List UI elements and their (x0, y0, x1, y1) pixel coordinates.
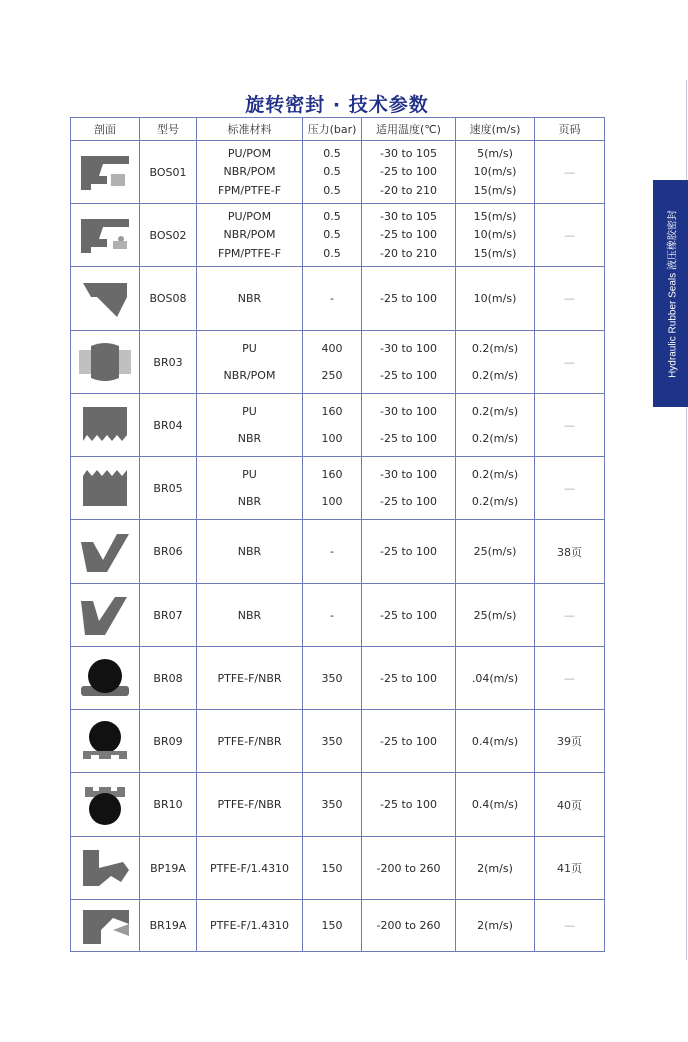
pressure-cell (303, 647, 362, 710)
pressure-value: - (330, 292, 334, 305)
temp-value: -20 to 210 (380, 246, 437, 260)
speed-cell (456, 141, 535, 204)
materials-value: PTFE-F/1.4310 (209, 861, 290, 875)
pressure-cell (303, 710, 362, 773)
model-cell: BR06 (140, 520, 197, 584)
temp-value: -25 to 100 (380, 671, 437, 685)
temp-cell (362, 267, 456, 331)
page-cell: — (535, 647, 605, 710)
materials-cell (197, 584, 303, 647)
pressure-value: 0.5 (323, 210, 341, 224)
temp-value: -25 to 100 (380, 734, 437, 748)
materials-value: PTFE-F/1.4310 (209, 919, 290, 932)
speed-cell (456, 204, 535, 267)
pressure-value: 100 (321, 495, 343, 509)
speed-value: 15(m/s) (473, 246, 517, 260)
table-row (71, 331, 605, 394)
side-tab-label: Hydraulic Rubber Seals 液压橡胶密封 (667, 209, 678, 378)
materials-value: NBR (237, 432, 262, 446)
speed-value: 2(m/s) (477, 861, 513, 875)
temp-value: -200 to 260 (376, 861, 441, 875)
speed-value: 10(m/s) (473, 165, 517, 179)
speed-value: 0.4(m/s) (471, 798, 519, 811)
temp-value: -20 to 210 (380, 183, 437, 197)
pressure-cell (303, 204, 362, 267)
materials-value: PU (242, 467, 257, 481)
pressure-value: 250 (321, 369, 343, 383)
materials-value: NBR (237, 608, 262, 622)
temp-cell (362, 837, 456, 900)
temp-cell (362, 394, 456, 457)
materials-value: PTFE-F/NBR (217, 798, 282, 811)
page-cell: — (535, 584, 605, 647)
temp-value: -30 to 105 (380, 147, 437, 161)
pressure-value: - (330, 608, 334, 622)
page-cell: — (535, 204, 605, 267)
table-row (71, 584, 605, 647)
speed-cell (456, 584, 535, 647)
table-row (71, 710, 605, 773)
pressure-cell (303, 267, 362, 331)
pressure-cell (303, 773, 362, 837)
br06-profile-icon (71, 520, 140, 584)
materials-cell (197, 647, 303, 710)
materials-cell (197, 141, 303, 204)
model-cell: BR07 (140, 584, 197, 647)
speed-cell (456, 331, 535, 394)
br10-profile-icon (71, 773, 140, 837)
pressure-value: 100 (321, 432, 343, 446)
temp-value: -30 to 100 (380, 404, 437, 418)
header-row (71, 118, 605, 141)
materials-value: NBR/POM (223, 369, 276, 383)
temp-cell (362, 204, 456, 267)
speed-cell (456, 520, 535, 584)
temp-value: -30 to 100 (380, 467, 437, 481)
temp-value: -30 to 105 (380, 210, 437, 224)
materials-value: NBR/POM (223, 228, 276, 242)
materials-value: NBR (237, 545, 262, 558)
speed-value: 0.2(m/s) (471, 432, 519, 446)
table-row (71, 141, 605, 204)
speed-value: 0.4(m/s) (471, 734, 519, 748)
table-row (71, 457, 605, 520)
materials-value: PU (242, 404, 257, 418)
temp-value: -25 to 100 (380, 228, 437, 242)
pressure-value: 0.5 (323, 147, 341, 161)
br03-profile-icon (71, 331, 140, 394)
table-row (71, 267, 605, 331)
model-cell: BOS01 (140, 141, 197, 204)
table-row (71, 647, 605, 710)
header-speed: 速度(m/s) (456, 118, 535, 141)
pressure-cell (303, 394, 362, 457)
materials-value: PU (242, 341, 257, 355)
page-title: 旋转密封 · 技术参数 (245, 94, 429, 116)
table-row (71, 520, 605, 584)
materials-value: PTFE-F/NBR (217, 671, 282, 685)
br09-profile-icon (71, 710, 140, 773)
temp-cell (362, 773, 456, 837)
pressure-value: 350 (321, 798, 343, 811)
page-cell: 41页 (535, 837, 605, 900)
materials-cell (197, 710, 303, 773)
pressure-value: 0.5 (323, 228, 341, 242)
model-cell: BP19A (140, 837, 197, 900)
page-cell: 40页 (535, 773, 605, 837)
materials-value: FPM/PTFE-F (217, 246, 282, 260)
materials-value: NBR (237, 495, 262, 509)
speed-value: 15(m/s) (473, 183, 517, 197)
page-cell: — (535, 457, 605, 520)
table-row (71, 773, 605, 837)
table-row (71, 837, 605, 900)
speed-cell (456, 457, 535, 520)
pressure-cell (303, 520, 362, 584)
pressure-cell (303, 457, 362, 520)
speed-value: 25(m/s) (473, 608, 517, 622)
page-cell: — (535, 267, 605, 331)
model-cell: BR03 (140, 331, 197, 394)
speed-value: 0.2(m/s) (471, 369, 519, 383)
spec-table (70, 117, 605, 952)
pressure-cell (303, 837, 362, 900)
page-cell: — (535, 394, 605, 457)
model-cell: BR08 (140, 647, 197, 710)
materials-cell (197, 900, 303, 952)
temp-value: -25 to 100 (380, 495, 437, 509)
materials-cell (197, 204, 303, 267)
pressure-value: 150 (321, 919, 343, 932)
pressure-cell (303, 584, 362, 647)
speed-value: 10(m/s) (473, 228, 517, 242)
br04-profile-icon (71, 394, 140, 457)
temp-value: -200 to 260 (376, 919, 441, 932)
page-cell: — (535, 141, 605, 204)
speed-value: 0.2(m/s) (471, 495, 519, 509)
model-cell: BR10 (140, 773, 197, 837)
br08-profile-icon (71, 647, 140, 710)
materials-value: NBR (237, 292, 262, 305)
page-cell: 38页 (535, 520, 605, 584)
speed-cell (456, 837, 535, 900)
speed-cell (456, 647, 535, 710)
page-cell: — (535, 900, 605, 952)
header-section: 剖面 (71, 118, 140, 141)
speed-cell (456, 773, 535, 837)
pressure-cell (303, 141, 362, 204)
speed-cell (456, 710, 535, 773)
header-pressure: 压力(bar) (303, 118, 362, 141)
materials-cell (197, 331, 303, 394)
temp-value: -25 to 100 (380, 545, 437, 558)
model-cell: BR05 (140, 457, 197, 520)
pressure-value: 400 (321, 341, 343, 355)
materials-cell (197, 457, 303, 520)
materials-value: NBR/POM (223, 165, 276, 179)
bp19a-profile-icon (71, 837, 140, 900)
speed-cell (456, 267, 535, 331)
materials-value: PU/POM (227, 147, 272, 161)
speed-cell (456, 394, 535, 457)
br07-profile-icon (71, 584, 140, 647)
model-cell: BR19A (140, 900, 197, 952)
temp-value: -25 to 100 (380, 369, 437, 383)
pressure-value: 0.5 (323, 246, 341, 260)
model-cell: BOS08 (140, 267, 197, 331)
materials-value: PTFE-F/NBR (217, 734, 282, 748)
temp-cell (362, 584, 456, 647)
speed-value: 2(m/s) (477, 919, 513, 932)
temp-value: -25 to 100 (380, 432, 437, 446)
materials-cell (197, 394, 303, 457)
speed-value: 10(m/s) (473, 292, 517, 305)
bos01-profile-icon (71, 141, 140, 204)
table-row (71, 900, 605, 952)
header-material: 标准材料 (197, 118, 303, 141)
pressure-value: 160 (321, 467, 343, 481)
materials-value: FPM/PTFE-F (217, 183, 282, 197)
pressure-cell (303, 900, 362, 952)
br19a-profile-icon (71, 900, 140, 952)
speed-value: 0.2(m/s) (471, 467, 519, 481)
pressure-value: 350 (321, 734, 343, 748)
pressure-value: 0.5 (323, 165, 341, 179)
temp-value: -30 to 100 (380, 341, 437, 355)
temp-cell (362, 710, 456, 773)
br05-profile-icon (71, 457, 140, 520)
materials-cell (197, 773, 303, 837)
header-page: 页码 (535, 118, 605, 141)
temp-value: -25 to 100 (380, 292, 437, 305)
temp-cell (362, 900, 456, 952)
model-cell: BOS02 (140, 204, 197, 267)
speed-value: 0.2(m/s) (471, 404, 519, 418)
bos02-profile-icon (71, 204, 140, 267)
temp-cell (362, 520, 456, 584)
temp-value: -25 to 100 (380, 608, 437, 622)
speed-value: 5(m/s) (477, 147, 513, 161)
temp-cell (362, 647, 456, 710)
bos08-profile-icon (71, 267, 140, 331)
side-tab (653, 180, 688, 407)
pressure-value: 0.5 (323, 183, 341, 197)
materials-cell (197, 267, 303, 331)
pressure-value: - (330, 545, 334, 558)
page-cell: 39页 (535, 710, 605, 773)
speed-value: 15(m/s) (473, 210, 517, 224)
model-cell: BR09 (140, 710, 197, 773)
table-row (71, 204, 605, 267)
table-row (71, 394, 605, 457)
speed-cell (456, 900, 535, 952)
temp-cell (362, 141, 456, 204)
header-temperature: 适用温度(℃) (362, 118, 456, 141)
materials-cell (197, 837, 303, 900)
temp-cell (362, 331, 456, 394)
materials-cell (197, 520, 303, 584)
pressure-cell (303, 331, 362, 394)
materials-value: PU/POM (227, 210, 272, 224)
speed-value: 0.2(m/s) (471, 341, 519, 355)
model-cell: BR04 (140, 394, 197, 457)
speed-value: 25(m/s) (473, 545, 517, 558)
temp-value: -25 to 100 (380, 798, 437, 811)
temp-value: -25 to 100 (380, 165, 437, 179)
temp-cell (362, 457, 456, 520)
pressure-value: 350 (321, 671, 343, 685)
pressure-value: 150 (321, 861, 343, 875)
page-cell: — (535, 331, 605, 394)
speed-value: .04(m/s) (471, 671, 519, 685)
pressure-value: 160 (321, 404, 343, 418)
header-model: 型号 (140, 118, 197, 141)
